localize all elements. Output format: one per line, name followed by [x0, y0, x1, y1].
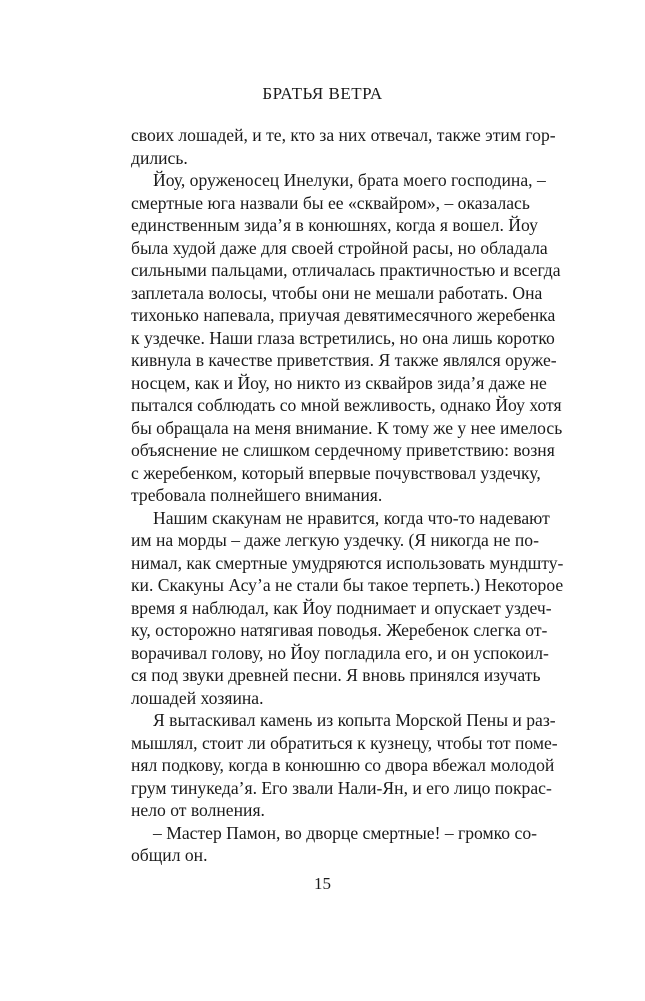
text-line: ся под звуки древней песни. Я вновь принялся изучать	[131, 665, 541, 685]
text-line: была худой даже для своей стройной расы, но обладала	[131, 237, 548, 258]
page-number: 15	[314, 874, 331, 893]
text-line: бы обращала на меня внимание. К тому же у нее имелось	[131, 417, 563, 438]
text-line: заплетала волосы, чтобы они не мешали работать. Она	[131, 282, 543, 303]
text-line: сильными пальцами, отличалась практичностью и всегда	[131, 260, 561, 280]
text-line: дились.	[131, 147, 188, 168]
text-line: требовала полнейшего внимания.	[131, 485, 383, 505]
text-line: нело от волнения.	[131, 800, 265, 820]
text-line: общил он.	[131, 845, 208, 865]
text-line: носцем, как и Йоу, но никто из сквайров зида’я даже не	[131, 372, 547, 393]
text-line: объяснение не слишком сердечному приветствию: возня	[131, 440, 555, 460]
text-line: мышлял, стоит ли обратиться к кузнецу, чтобы тот поме-	[131, 732, 558, 753]
text-line: с жеребенком, который впервые почувствовал уздечку,	[131, 462, 541, 483]
text-line: ворачивал голову, но Йоу погладила его, и он успокоил-	[131, 642, 549, 663]
text-line: единственным зида’я в конюшнях, когда я вошел. Йоу	[131, 215, 538, 235]
text-line: время я наблюдал, как Йоу поднимает и опускает уздеч-	[131, 597, 552, 618]
text-line: тихонько напевала, приучая девятимесячного жеребенка	[131, 305, 556, 325]
text-line: нял подкову, когда в конюшню со двора вбежал молодой	[131, 755, 555, 775]
text-line: грум тинукеда’я. Его звали Нали-Ян, и его лицо покрас-	[131, 777, 552, 798]
text-line: Я вытаскивал камень из копыта Морской Пены и раз-	[153, 710, 556, 730]
text-line: пытался соблюдать со мной вежливость, однако Йоу хотя	[131, 395, 562, 415]
body-text	[131, 124, 564, 867]
text-line: своих лошадей, и те, кто за них отвечал, также этим гор-	[131, 125, 556, 145]
running-header: БРАТЬЯ ВЕТРА	[262, 84, 383, 103]
text-line: лошадей хозяина.	[131, 687, 264, 708]
text-line: Нашим скакунам не нравится, когда что-то надевают	[153, 507, 550, 528]
text-line: им на морды – даже легкую уздечку. (Я никогда не по-	[131, 530, 539, 550]
text-line: кивнула в качестве приветствия. Я также являлся оруже-	[131, 350, 557, 370]
text-line: Йоу, оруженосец Инелуки, брата моего господина, –	[153, 170, 546, 190]
text-line: нимал, как смертные умудряются использовать мундшту-	[131, 552, 564, 573]
text-line: смертные юга назвали бы ее «сквайром», – оказалась	[131, 192, 530, 213]
text-line: ки. Скакуны Асу’а не стали бы такое терпеть.) Некоторое	[131, 575, 564, 595]
text-line: к уздечке. Наши глаза встретились, но она лишь коротко	[131, 327, 555, 348]
text-line: ку, осторожно натягивая поводья. Жеребенок слегка от-	[131, 620, 548, 640]
text-line: – Мастер Памон, во дворце смертные! – громко со-	[153, 822, 537, 843]
